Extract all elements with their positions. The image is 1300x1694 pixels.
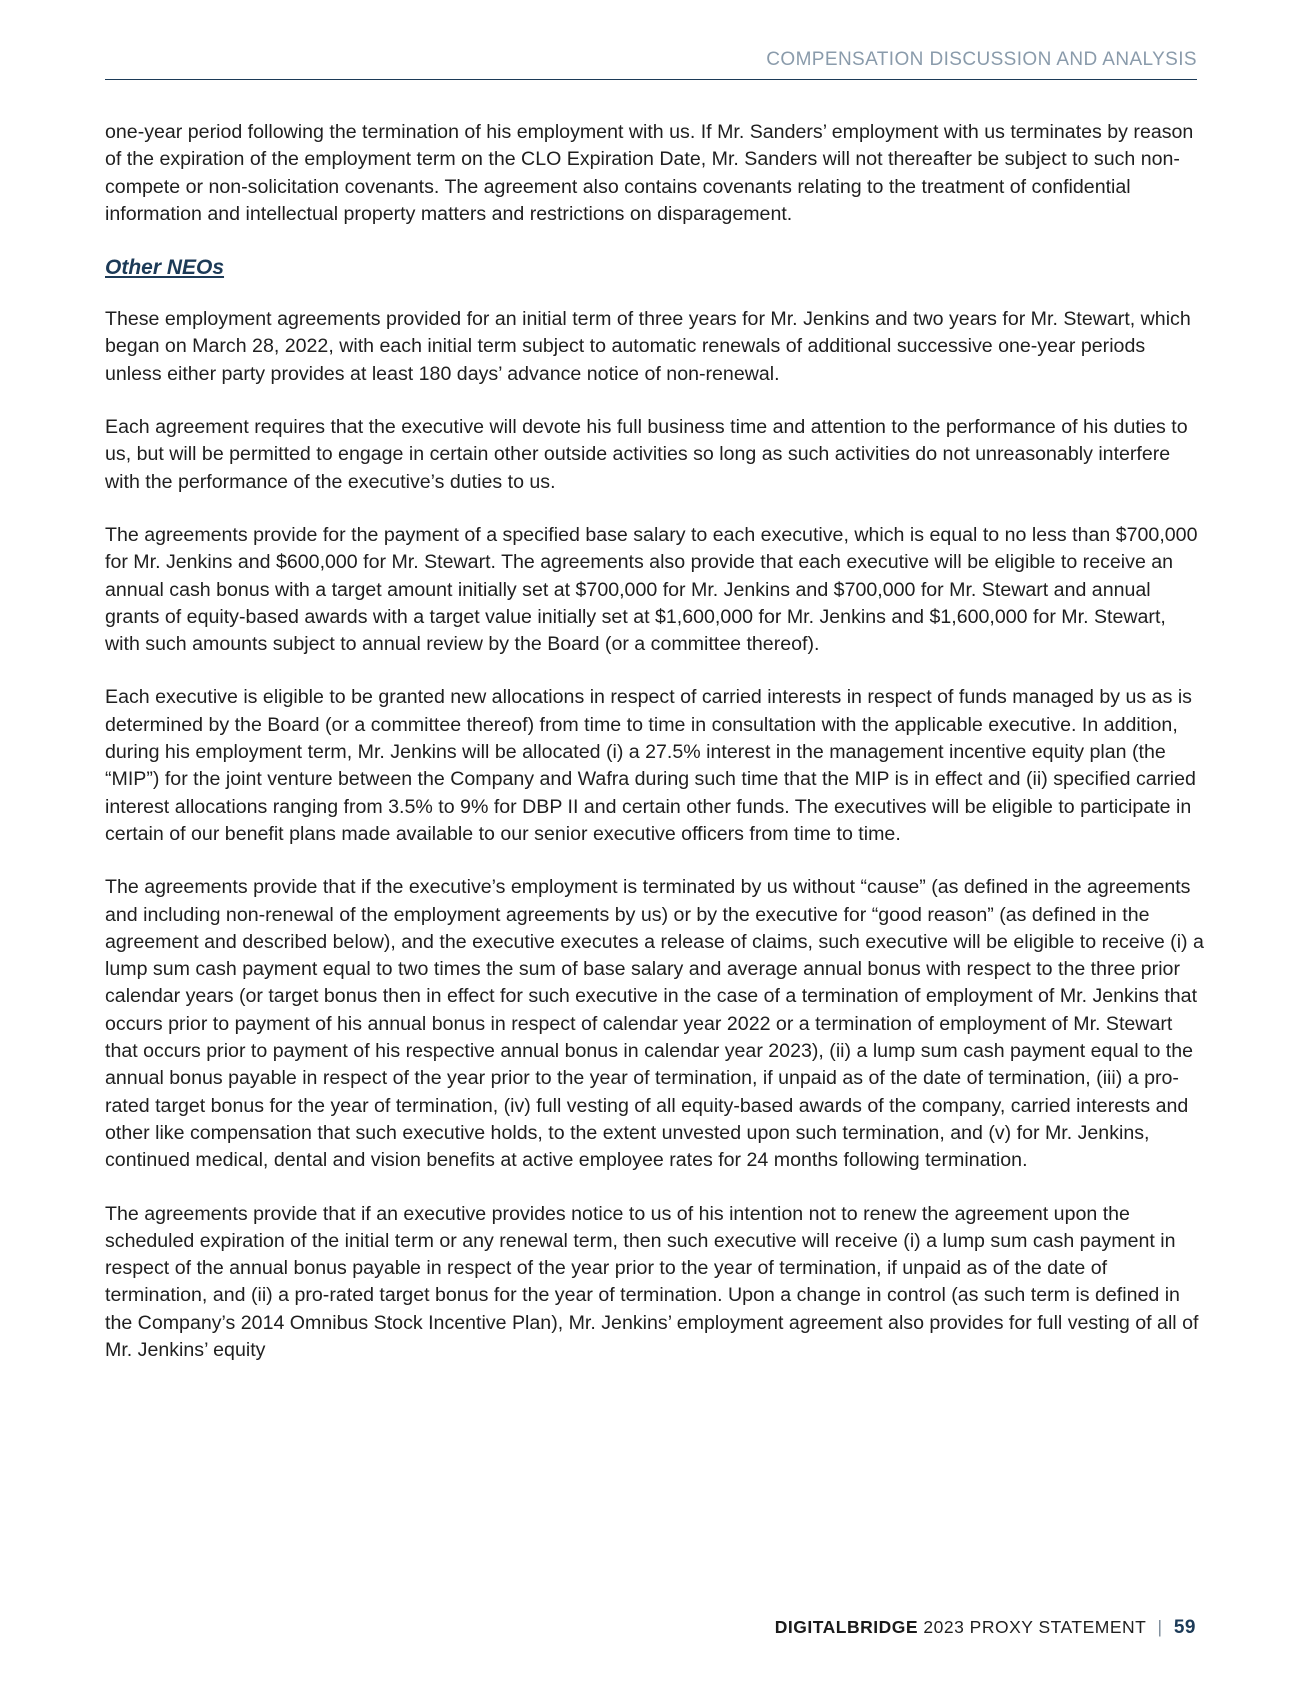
intro-paragraph: one-year period following the termination of his employment with us. If Mr. Sanders’ employment with us terminates by reason of the expiration of the employment term on the CLO Expiration Date, Mr. Sanders will not thereafter be subject to such non-compete or non-solicitation covenants. The agreement also contains covenants relating to the treatment of confidential information and intellectual property matters and restrictions on disparagement. <box>105 121 1194 225</box>
paragraph: These employment agreements provided for an initial term of three years for Mr. Jenkins and two years for Mr. Stewart, which began on March 28, 2022, with each initial term subject to automatic renewals of additional successive one-year periods unless either party provides at least 180 days’ advance notice of non-renewal. <box>105 308 1191 385</box>
paragraph: Each agreement requires that the executive will devote his full business time and attention to the performance of his duties to us, but will be permitted to engage in certain other outside activities so long as such activities do not unreasonably interfere with the performance of the executive’s duties to us. <box>105 416 1188 493</box>
paragraph: The agreements provide that if the executive’s employment is terminated by us without “cause” (as defined in the agreements and including non-renewal of the employment agreements by us) or by the executive for “good reason” (as defined in the agreement and described below), and the executive executes a release of claims, such executive will be eligible to receive (i) a lump sum cash payment equal to two times the sum of base salary and average annual bonus with respect to the three prior calendar years (or target bonus then in effect for such executive in the case of a termination of employment of Mr. Jenkins that occurs prior to payment of his annual bonus in respect of calendar year 2022 or a termination of employment of Mr. Stewart that occurs prior to payment of his respective annual bonus in calendar year 2023), (ii) a lump sum cash payment equal to the annual bonus payable in respect of the year prior to the year of termination, if unpaid as of the date of termination, (iii) a pro-rated target bonus for the year of termination, (iv) full vesting of all equity-based awards of the company, carried interests and other like compensation that such executive holds, to the extent unvested upon such termination, and (v) for Mr. Jenkins, continued medical, dental and vision benefits at active employee rates for 24 months following termination. <box>105 876 1204 1172</box>
paragraph: Each executive is eligible to be granted new allocations in respect of carried interests in respect of funds managed by us as is determined by the Board (or a committee thereof) from time to time in consultation with the applicable executive. In addition, during his employment term, Mr. Jenkins will be allocated (i) a 27.5% interest in the management incentive equity plan (the “MIP”) for the joint venture between the Company and Wafra during such time that the MIP is in effect and (ii) specified carried interest allocations ranging from 3.5% to 9% for DBP II and certain other funds. The executives will be eligible to participate in certain of our benefit plans made available to our senior executive officers from time to time. <box>105 686 1196 845</box>
page-footer <box>775 1617 1196 1639</box>
section-heading-other-neos: Other NEOs <box>105 256 225 280</box>
footer-brand: DIGITALBRIDGE <box>774 1617 919 1637</box>
page-header <box>105 48 1197 80</box>
main-content <box>105 119 1205 1390</box>
page-number: 59 <box>1173 1617 1196 1638</box>
footer-document-title: 2023 PROXY STATEMENT <box>923 1617 1147 1637</box>
paragraph: The agreements provide for the payment of a specified base salary to each executive, which is equal to no less than $700,000 for Mr. Jenkins and $600,000 for Mr. Stewart. The agreements also provide that each executive will be eligible to receive an annual cash bonus with a target amount initially set at $700,000 for Mr. Jenkins and $700,000 for Mr. Stewart and annual grants of equity-based awards with a target value initially set at $1,600,000 for Mr. Jenkins and $1,600,000 for Mr. Stewart, with such amounts subject to annual review by the Board (or a committee thereof). <box>105 523 1198 656</box>
section-title: COMPENSATION DISCUSSION AND ANALYSIS <box>766 49 1197 70</box>
paragraph: The agreements provide that if an executive provides notice to us of his intention not to renew the agreement upon the scheduled expiration of the initial term or any renewal term, then such executive will receive (i) a lump sum cash payment in respect of the annual bonus payable in respect of the year prior to the year of termination, if unpaid as of the date of termination, and (ii) a pro-rated target bonus for the year of termination. Upon a change in control (as such term is defined in the Company’s 2014 Omnibus Stock Incentive Plan), Mr. Jenkins’ employment agreement also provides for full vesting of all of Mr. Jenkins’ equity <box>105 1202 1199 1361</box>
footer-separator: | <box>1157 1617 1163 1637</box>
